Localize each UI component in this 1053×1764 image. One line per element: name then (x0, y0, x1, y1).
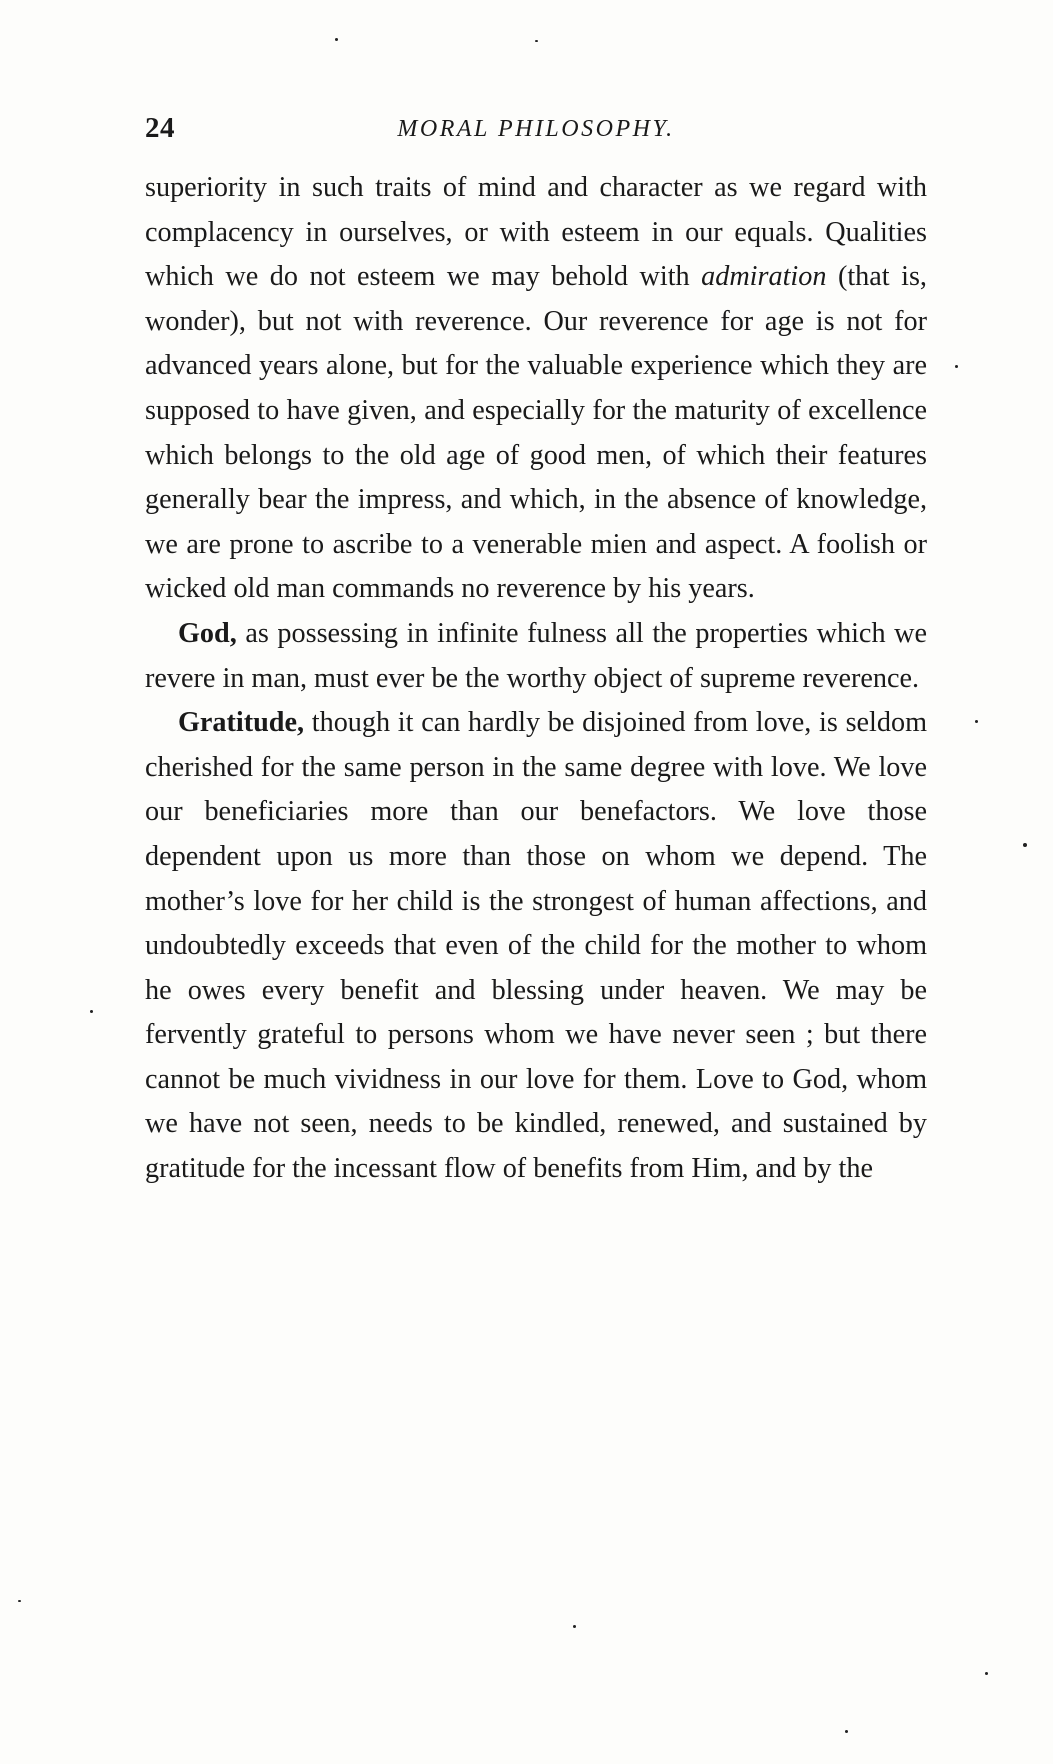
paragraph-lead-word: Gratitude, (178, 707, 305, 739)
body-text (145, 166, 927, 1192)
scan-speck (335, 38, 338, 41)
scan-speck (90, 1010, 93, 1013)
scan-speck (573, 1625, 576, 1628)
scan-speck (1023, 843, 1027, 847)
running-title: MORAL PHILOSOPHY. (397, 116, 675, 142)
italic-term-admiration: admiration (701, 261, 827, 293)
paragraph-text: as possessing in infinite fulness all the properties which we revere in man, must ever be the worthy object of supreme reverence. (145, 617, 927, 694)
scan-speck (955, 365, 958, 368)
scan-speck (985, 1672, 988, 1675)
page-number: 24 (145, 112, 175, 144)
paragraph-text-after-italic: (that is, wonder), but not with reverence. Our reverence for age is not for advanced years alone, but for the valuable experience which they are supposed to have given, and especially for the maturity of excellence which belongs to the old age of good men, of which their features generally bear the impress, and which, in the absence of knowledge, we are prone to ascribe to a venerable mien and aspect. A foolish or wicked old man commands no reverence by his years. (145, 261, 927, 605)
paragraph-text: though it can hardly be disjoined from love, is seldom cherished for the same person in the same degree with love. We love our beneficiaries more than our benefactors. We love those dependent upon us more than those on whom we depend. The mother’s love for her child is the strongest of human affections, and undoubtedly exceeds that even of the child for the mother to whom he owes every benefit and blessing under heaven. We may be fervently grateful to persons whom we have never seen ; but there cannot be much vividness in our love for them. Love to God, whom we have not seen, needs to be kindled, renewed, and sustained by gratitude for the incessant flow of benefits from Him, and by the (145, 707, 927, 1185)
paragraph-lead-word: God, (178, 617, 237, 649)
page-header (145, 112, 927, 152)
paragraph-god (145, 612, 927, 701)
scan-speck (18, 1600, 21, 1602)
scan-speck (535, 40, 538, 42)
scan-speck (845, 1730, 848, 1733)
paragraph-continuation (145, 166, 927, 612)
scan-speck (975, 720, 978, 723)
paragraph-text-before-italic: superiority in such traits of mind and character as we regard with complacency in ourselves, or with esteem in our equals. Qualities which we do not esteem we may behold with (145, 172, 927, 293)
paragraph-gratitude (145, 701, 927, 1192)
